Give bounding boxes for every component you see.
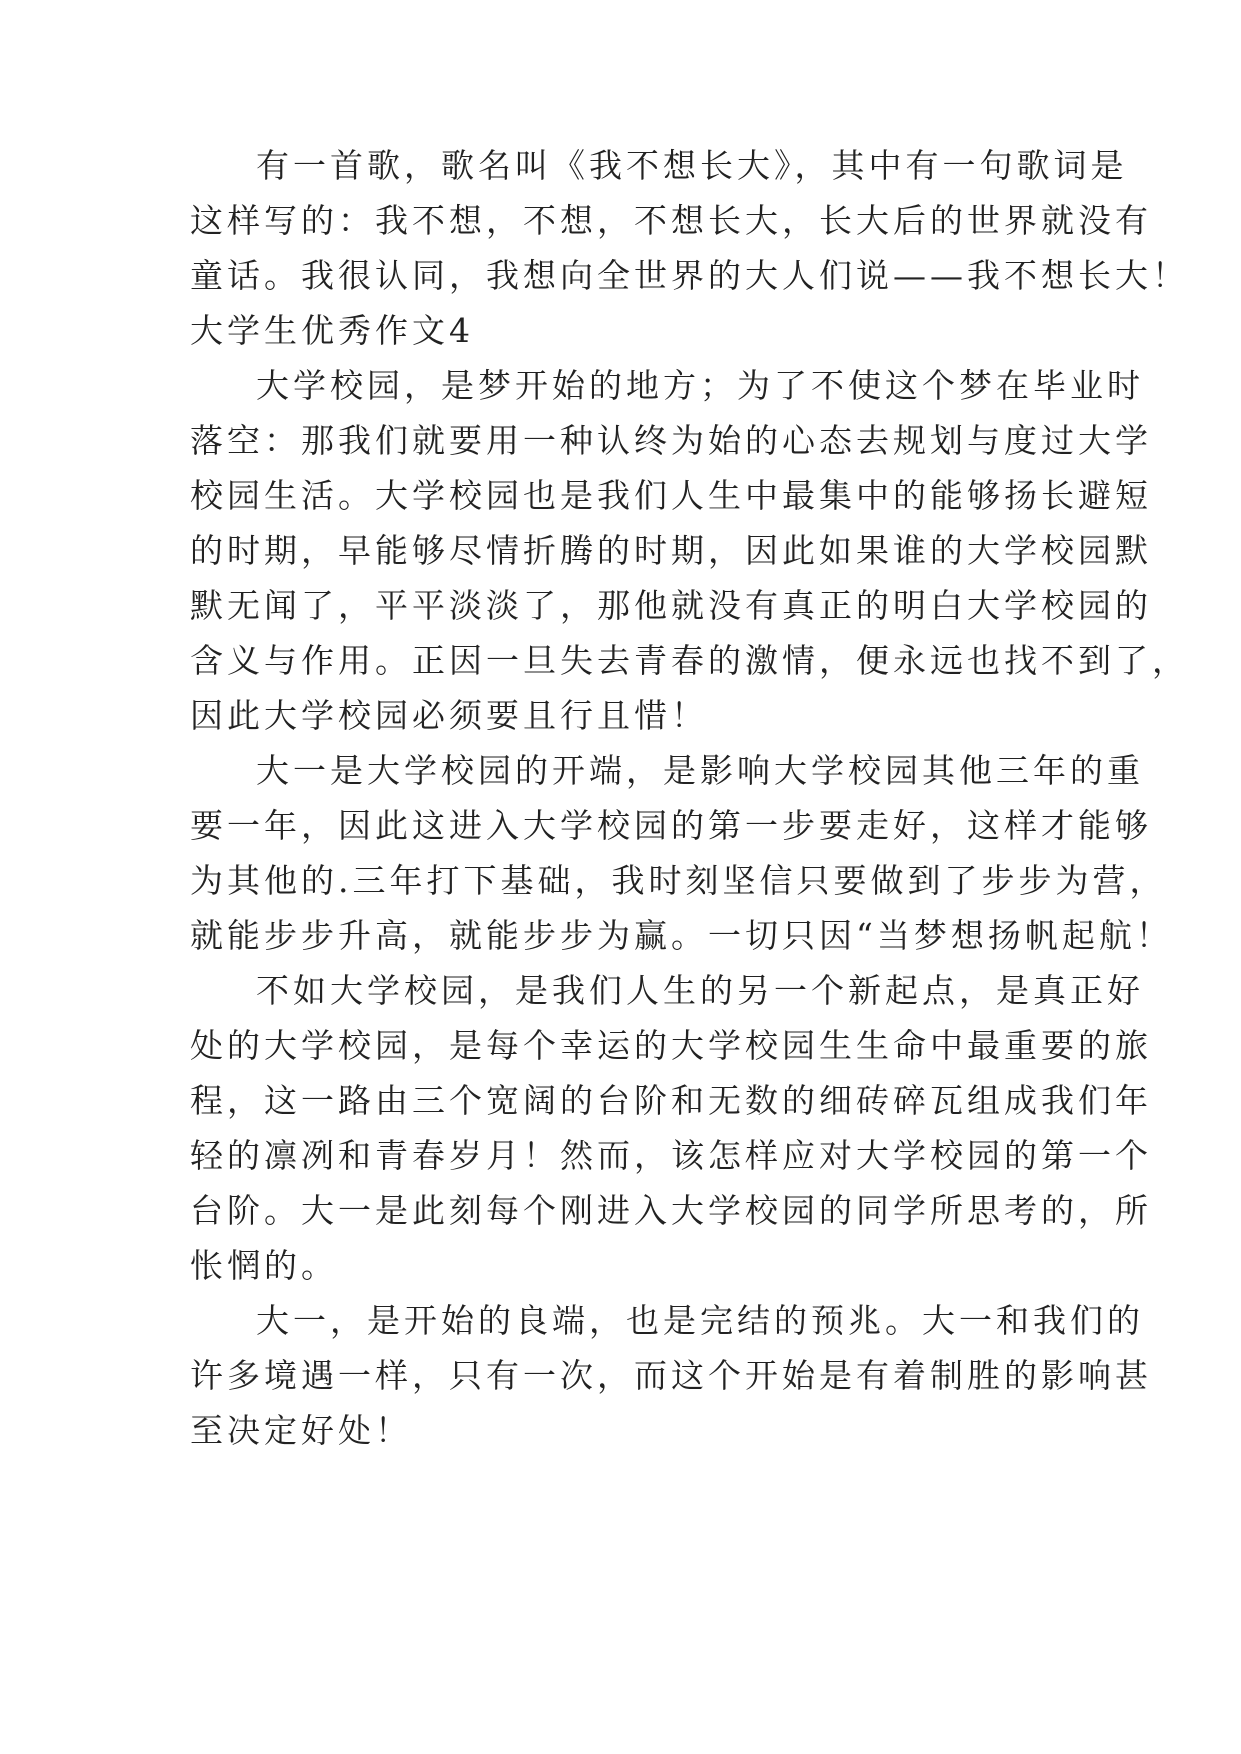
paragraph-4-line-5: 台阶。大一是此刻每个刚进入大学校园的同学所思考的，所 — [190, 1191, 1152, 1230]
paragraph-4-line-3: 程，这一路由三个宽阔的台阶和无数的细砖碎瓦组成我们年 — [190, 1081, 1152, 1120]
paragraph-1-line-2: 这样写的：我不想，不想，不想长大，长大后的世界就没有 — [190, 201, 1152, 240]
paragraph-2-line-3: 校园生活。大学校园也是我们人生中最集中的能够扬长避短 — [190, 476, 1152, 515]
paragraph-4-line-2: 处的大学校园，是每个幸运的大学校园生生命中最重要的旅 — [190, 1026, 1152, 1065]
paragraph-3-line-1: 大一是大学校园的开端，是影响大学校园其他三年的重 — [256, 751, 1144, 790]
paragraph-2-line-1: 大学校园，是梦开始的地方；为了不使这个梦在毕业时 — [256, 366, 1144, 405]
paragraph-4-line-4: 轻的凛冽和青春岁月！然而，该怎样应对大学校园的第一个 — [190, 1136, 1152, 1175]
paragraph-4-line-1: 不如大学校园，是我们人生的另一个新起点，是真正好 — [256, 971, 1144, 1010]
paragraph-2-line-5: 默无闻了，平平淡淡了，那他就没有真正的明白大学校园的 — [190, 586, 1152, 625]
paragraph-3-line-4: 就能步步升高，就能步步为赢。一切只因“当梦想扬帆起航！ — [190, 916, 1173, 955]
paragraph-5-line-3: 至决定好处！ — [190, 1411, 412, 1450]
paragraph-1-line-3: 童话。我很认同，我想向全世界的大人们说——我不想长大！ — [190, 256, 1189, 295]
paragraph-5-line-2: 许多境遇一样，只有一次，而这个开始是有着制胜的影响甚 — [190, 1356, 1152, 1395]
paragraph-5-line-1: 大一，是开始的良端，也是完结的预兆。大一和我们的 — [256, 1301, 1144, 1340]
section-heading: 大学生优秀作文4 — [190, 311, 474, 350]
paragraph-4-line-6: 怅惘的。 — [190, 1246, 338, 1285]
paragraph-2-line-4: 的时期，早能够尽情折腾的时期，因此如果谁的大学校园默 — [190, 531, 1152, 570]
paragraph-3-line-3: 为其他的.三年打下基础，我时刻坚信只要做到了步步为营， — [190, 861, 1167, 900]
paragraph-2-line-2: 落空：那我们就要用一种认终为始的心态去规划与度过大学 — [190, 421, 1152, 460]
paragraph-1-line-1: 有一首歌，歌名叫《我不想长大》，其中有一句歌词是 — [256, 146, 1128, 185]
paragraph-3-line-2: 要一年，因此这进入大学校园的第一步要走好，这样才能够 — [190, 806, 1152, 845]
paragraph-2-line-7: 因此大学校园必须要且行且惜！ — [190, 696, 708, 735]
paragraph-2-line-6: 含义与作用。正因一旦失去青春的激情，便永远也找不到了， — [190, 641, 1189, 680]
